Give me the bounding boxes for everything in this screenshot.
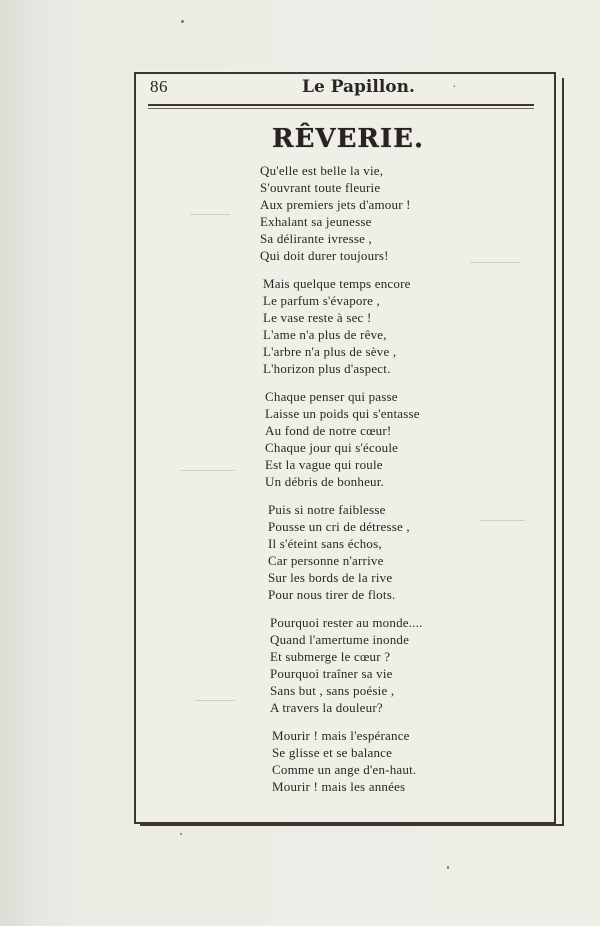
stanza (260, 501, 560, 604)
header-rule-thin (148, 108, 534, 109)
verse-line: Chaque jour qui s'écoule (265, 439, 399, 455)
verse-line: Est la vague qui roule (265, 457, 383, 472)
verse-line: Mais quelque temps encore (263, 275, 411, 291)
verse-line: Laisse un poids qui s'entasse (265, 405, 420, 421)
stanza (260, 727, 560, 795)
verse-line: Sa délirante ivresse , (260, 231, 372, 247)
verse-line: Comme un ange d'en-haut. (272, 762, 417, 777)
verse-line: Aux premiers jets d'amour ! (260, 197, 411, 213)
verse-line: Pour nous tirer de flots. (268, 587, 396, 603)
poem-title: RÊVERIE. (272, 124, 425, 154)
stanza (260, 614, 560, 717)
verse-line: Un débris de bonheur. (265, 474, 385, 490)
verse-line: Chaque penser qui passe (265, 388, 398, 404)
verse-line: Pourquoi rester au monde.... (270, 614, 423, 630)
verse-line: Se glisse et se balance (272, 744, 393, 760)
stanza (260, 162, 560, 265)
verse-line: L'arbre n'a plus de sève , (263, 343, 397, 359)
verse-line: Mourir ! mais l'espérance (272, 727, 410, 743)
verse-line: Quand l'amertume inonde (270, 631, 410, 647)
verse-line: Sur les bords de la rive (268, 570, 393, 586)
verse-line: Exhalant sa jeunesse (260, 214, 372, 230)
header-mark: · (452, 80, 457, 95)
stanza (260, 388, 560, 491)
stanza (260, 275, 560, 378)
running-title: Le Papillon. (302, 77, 415, 97)
verse-line: L'ame n'a plus de rêve, (263, 326, 387, 342)
verse-line: Car personne n'arrive (268, 552, 384, 568)
verse-line: L'horizon plus d'aspect. (263, 361, 391, 377)
verse-line: Mourir ! mais les années (272, 779, 406, 795)
page-number: 86 (150, 77, 168, 96)
verse-line: Le vase reste à sec ! (263, 309, 372, 325)
paper-speck (447, 866, 449, 869)
verse-line: S'ouvrant toute fleurie (260, 180, 381, 196)
verse-line: Pousse un cri de détresse , (268, 518, 410, 534)
verse-line: Pourquoi traîner sa vie (270, 666, 393, 682)
verse-line: Au fond de notre cœur! (265, 422, 392, 438)
verse-line: Et submerge le cœur ? (270, 648, 391, 664)
paper-speck (180, 833, 182, 835)
poem-body (260, 162, 560, 806)
verse-line: Le parfum s'évapore , (263, 292, 380, 308)
verse-line: Qu'elle est belle la vie, (260, 163, 384, 178)
header-rule (148, 104, 534, 106)
verse-line: Puis si notre faiblesse (268, 501, 386, 517)
verse-line: Sans but , sans poésie , (270, 683, 395, 699)
verse-line: Il s'éteint sans échos, (268, 535, 382, 551)
verse-line: Qui doit durer toujours! (260, 248, 389, 264)
verse-line: A travers la douleur? (270, 700, 383, 716)
paper-speck (181, 20, 184, 23)
